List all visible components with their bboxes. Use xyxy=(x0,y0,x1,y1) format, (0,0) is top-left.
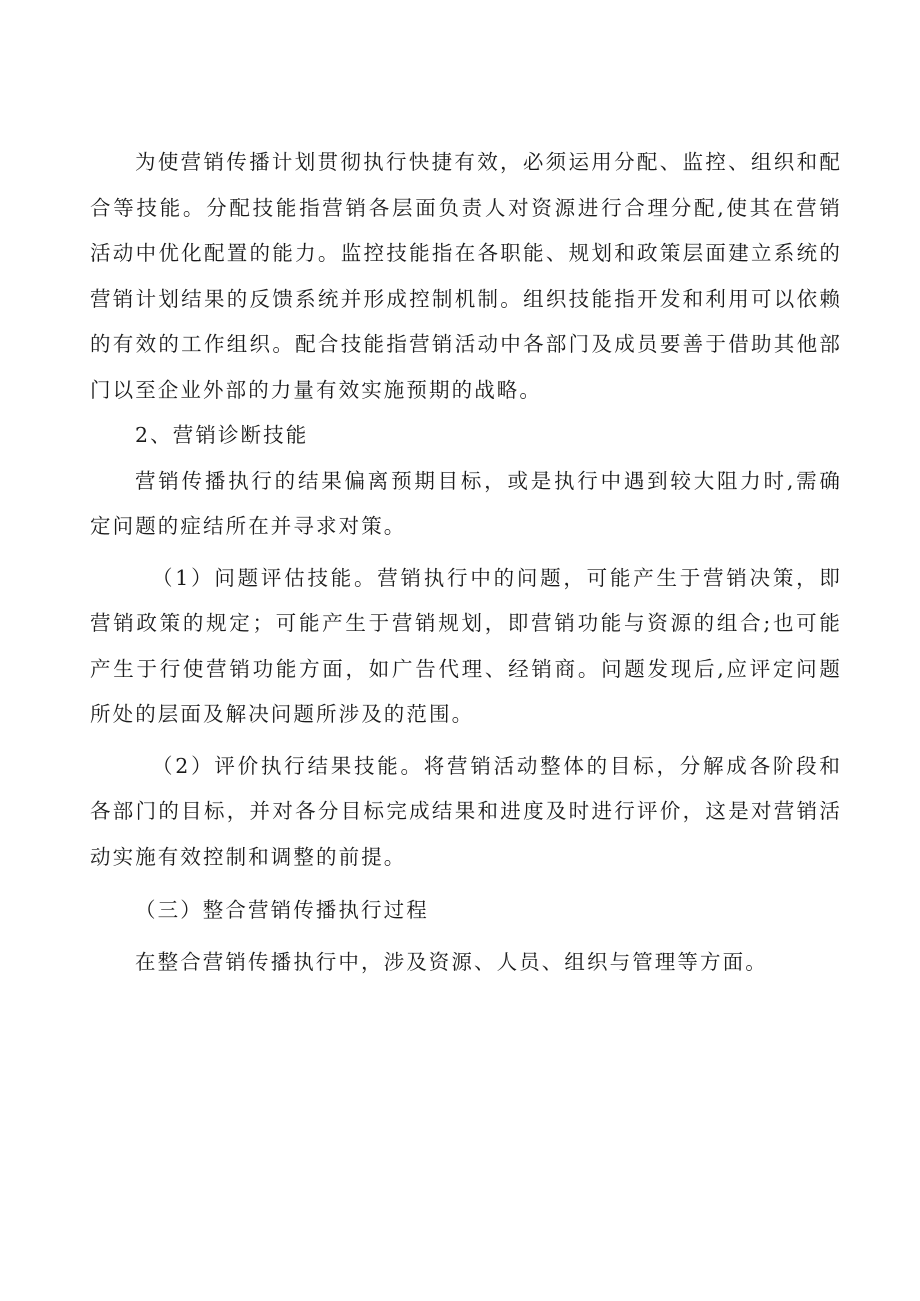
paragraph-integration-aspects: 在整合营销传播执行中，涉及资源、人员、组织与管理等方面。 xyxy=(135,949,768,974)
paragraph-diagnosis-intro: 营销传播执行的结果偏离预期目标，或是执行中遇到较大阻力时,需确定问题的症结所在并寻求对策。 xyxy=(90,468,842,538)
section-heading-integration-process: （三）整合营销传播执行过程 xyxy=(135,898,429,922)
document-body xyxy=(90,140,842,985)
section-heading-diagnosis: 2、营销诊断技能 xyxy=(135,423,309,447)
paragraph-result-evaluation: （2）评价执行结果技能。将营销活动整体的目标，分解成各阶段和各部门的目标，并对各分目标完成结果和进度及时进行评价，这是对营销活动实施有效控制和调整的前提。 xyxy=(90,753,842,869)
paragraph-problem-assessment: （1）问题评估技能。营销执行中的问题，可能产生于营销决策，即营销政策的规定；可能产生于营销规划，即营销功能与资源的组合;也可能产生于行使营销功能方面，如广告代理、经销商。问题发现后,应评定问题所处的层面及解决问题所涉及的范围。 xyxy=(90,565,842,726)
paragraph-execution-skills: 为使营销传播计划贯彻执行快捷有效，必须运用分配、监控、组织和配合等技能。分配技能指营销各层面负责人对资源进行合理分配,使其在营销活动中优化配置的能力。监控技能指在各职能、规划和政策层面建立系统的营销计划结果的反馈系统并形成控制机制。组织技能指开发和利用可以依赖的有效的工作组织。配合技能指营销活动中各部门及成员要善于借助其他部门以至企业外部的力量有效实施预期的战略。 xyxy=(90,150,842,402)
